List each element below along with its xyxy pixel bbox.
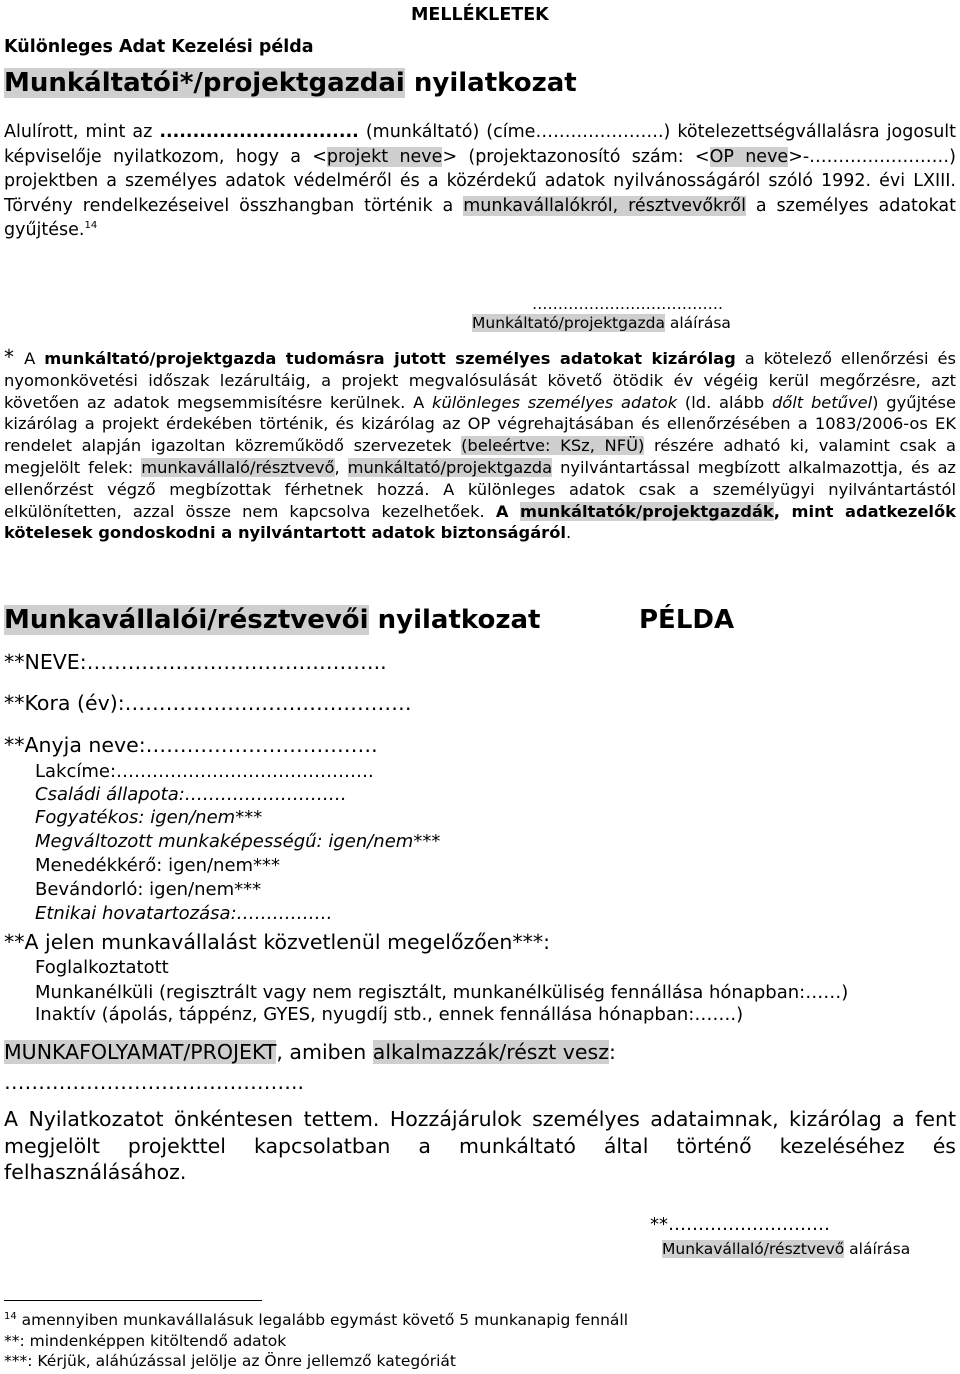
text-run: nyilvántartással megbízott alkalmazottja, és az ellenőrzést végző megbízottak férhetnek hozzá. A különleges adatok csak a személyügyi nyilvántartástól elkülönítetten, azzal össze nem kapcsolva kezelhetőek. bbox=[4, 457, 956, 521]
employee-declaration-title bbox=[4, 605, 540, 635]
mothers-name-field: **Anyja neve:……………………………. bbox=[4, 733, 378, 757]
footnote-14 bbox=[4, 1311, 628, 1329]
status-inactive: Inaktív (ápolás, táppénz, GYES, nyugdíj stb., ennek fennállása hónapban:…….) bbox=[35, 1004, 744, 1025]
marital-status-field: Családi állapota:……………………… bbox=[35, 784, 347, 805]
signature-label-rest: aláírása bbox=[664, 314, 731, 332]
ethnicity-field: Etnikai hovatartozása:……………. bbox=[35, 903, 333, 924]
employers-highlight: munkáltatók/projektgazdák bbox=[520, 501, 774, 521]
disability-field: Fogyatékos: igen/nem*** bbox=[35, 807, 263, 828]
participants-highlight: munkavállalókról, résztvevőkről bbox=[463, 195, 746, 216]
footnote-number: 14 bbox=[4, 1310, 17, 1322]
data-handling-note bbox=[4, 347, 956, 544]
document-subtitle: Különleges Adat Kezelési példa bbox=[4, 37, 314, 57]
text-run: : bbox=[609, 1040, 616, 1064]
text-run: ) gyűjtése kizárólag a projekt érdekében történik, és kizárólag az OP végrehajtásában és ellenőrzésében a 1083/2006-os EK rendelet alapján igazoltan közreműködő szervezetek bbox=[4, 392, 957, 456]
signature-label-rest: aláírása bbox=[844, 1240, 911, 1258]
footnote-reference: 14 bbox=[84, 220, 98, 232]
employee-signature-label bbox=[662, 1240, 910, 1258]
employed-in-highlight: alkalmazzák/részt vesz bbox=[372, 1040, 609, 1064]
text-run: , bbox=[334, 457, 348, 477]
text-run: a kötelező ellenőrzési és nyomonkövetési időszak lezárultáig, a projekt megvalósulását követő ötödik év végéig kerül megőrzésre, azt követően az adatok megsemmisítésre kerülnek. A bbox=[4, 349, 956, 412]
footnote-underline: ***: Kérjük, aláhúzással jelölje az Önre jellemző kategóriát bbox=[4, 1352, 456, 1370]
status-employed: Foglalkoztatott bbox=[35, 957, 169, 978]
name-field: **NEVE:…………………………………….. bbox=[4, 650, 387, 674]
age-field: **Kora (év):…………………………………… bbox=[4, 691, 412, 715]
text-run: A bbox=[24, 349, 45, 368]
text-run: részére adható ki, valamint csak a megjelölt felek: bbox=[4, 436, 956, 477]
text-run: Alulírott, mint az bbox=[4, 122, 160, 142]
project-name-placeholder: projekt neve bbox=[326, 146, 443, 167]
text-run: . bbox=[565, 523, 572, 543]
work-process-highlight: MUNKAFOLYAMAT/PROJEKT bbox=[4, 1040, 277, 1064]
text-run-italic: dőlt betűvel bbox=[771, 392, 873, 412]
signature-label-highlight: Munkavállaló/résztvevő bbox=[662, 1240, 845, 1258]
text-run: > (projektazonosító szám: < bbox=[442, 146, 710, 167]
footnote-text: amennyiben munkavállalásuk legalább egymást követő 5 munkanapig fennáll bbox=[16, 1311, 629, 1329]
employer-signature-label bbox=[472, 314, 731, 332]
employer-name-blank: .............................. bbox=[159, 122, 359, 142]
asterisk-marker: * bbox=[4, 345, 25, 369]
title-highlight: Munkáltatói*/projektgazdai bbox=[4, 68, 405, 98]
text-run: ………………….) kötelezettségvállalásra jogosult képviselője nyilatkozom, hogy a < bbox=[4, 122, 957, 167]
text-run-italic: különleges személyes adatok bbox=[432, 392, 678, 412]
title-rest: nyilatkozat bbox=[404, 68, 577, 98]
text-run: a személyes adatokat gyűjtése. bbox=[4, 195, 957, 240]
text-run: , amiben bbox=[276, 1040, 373, 1064]
footnote-required: **: mindenképpen kitöltendő adatok bbox=[4, 1332, 287, 1350]
example-label: PÉLDA bbox=[639, 605, 735, 635]
title-rest: nyilatkozat bbox=[368, 605, 541, 635]
reduced-capacity-field: Megváltozott munkaképességű: igen/nem*** bbox=[35, 831, 441, 852]
footnote-divider bbox=[4, 1300, 262, 1301]
asylum-seeker-field: Menedékkérő: igen/nem*** bbox=[35, 855, 281, 876]
consent-statement: A Nyilatkozatot önkéntesen tettem. Hozzájárulok személyes adataimnak, kizárólag a fent megjelölt projekttel kapcsolatban a munkáltató által történő kezeléséhez és felhasználásához. bbox=[4, 1107, 956, 1184]
prior-status-heading: **A jelen munkavállalást közvetlenül megelőzően***: bbox=[4, 930, 551, 954]
employer-declaration-title bbox=[4, 68, 577, 98]
text-run: (ld. alább bbox=[677, 392, 772, 412]
work-process-line bbox=[4, 1040, 616, 1064]
immigrant-field: Bevándorló: igen/nem*** bbox=[35, 879, 262, 900]
text-run-bold: A bbox=[495, 501, 521, 521]
text-run: (munkáltató) (címe bbox=[358, 122, 536, 142]
address-field: Lakcíme:……………………………………. bbox=[35, 761, 374, 782]
organizations-highlight: (beleértve: KSz, NFÜ) bbox=[461, 436, 645, 456]
participant-highlight: munkavállaló/résztvevő bbox=[141, 457, 335, 477]
work-process-blank: …………………………………….. bbox=[4, 1070, 305, 1094]
op-name-placeholder: OP neve bbox=[709, 146, 789, 167]
employer-declaration-paragraph bbox=[4, 120, 956, 243]
title-highlight: Munkavállalói/résztvevői bbox=[4, 605, 369, 635]
text-run-bold: munkáltató/projektgazda tudomásra jutott személyes adatokat kizárólag bbox=[44, 349, 736, 368]
employer-signature-line: ………………………………. bbox=[532, 295, 723, 313]
status-unemployed: Munkanélküli (regisztrált vagy nem regisztált, munkanélküliség fennállása hónapban:……) bbox=[35, 982, 849, 1003]
text-run: >-……………………) projektben a személyes adatok védelméről és a közérdekű adatok nyilvánosságáról szóló 1992. évi LXIII. Törvény rendelkezéseivel összhangban történik a bbox=[4, 146, 957, 216]
text-run-bold: , mint adatkezelők kötelesek gondoskodni a nyilvántartott adatok biztonságáról bbox=[4, 501, 956, 543]
employee-signature-line: **……………………… bbox=[650, 1214, 830, 1235]
annex-heading: MELLÉKLETEK bbox=[411, 5, 549, 25]
signature-label-highlight: Munkáltató/projektgazda bbox=[472, 314, 665, 332]
employer-highlight: munkáltató/projektgazda bbox=[347, 457, 553, 477]
